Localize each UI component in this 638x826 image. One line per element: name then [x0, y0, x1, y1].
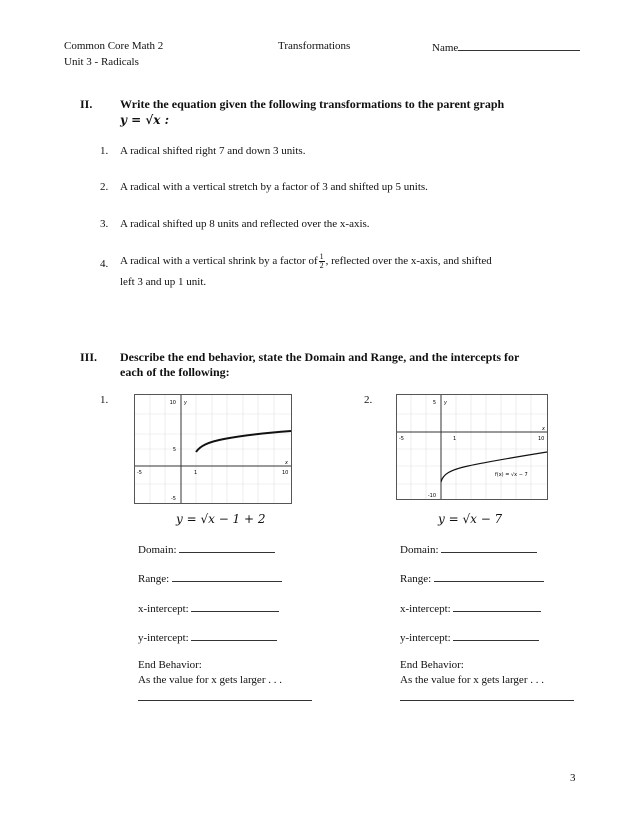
problem-1-equation: y = √x − 1 + 2: [176, 512, 266, 526]
name-blank: [458, 40, 580, 51]
x-intercept-field: [400, 601, 541, 615]
question-text: A radical with a vertical stretch by a factor of 3 and shifted up 5 units.: [120, 181, 428, 193]
question-number: 3.: [100, 218, 109, 230]
question-4-text-line2: left 3 and up 1 unit.: [120, 276, 207, 288]
range-label: Range:: [400, 573, 432, 585]
graph-2-y-label: y: [444, 400, 447, 406]
domain-field: [138, 542, 275, 556]
unit-title: Unit 3 - Radicals: [64, 56, 139, 68]
y-intercept-label: y-intercept:: [400, 632, 451, 644]
question-number: 4.: [100, 258, 109, 270]
question-2-1: [100, 145, 108, 157]
problem-2-number: 2.: [364, 394, 373, 406]
range-field: [400, 571, 544, 585]
end-behavior-prompt: As the value for x gets larger . . .: [400, 674, 544, 686]
range-blank: [172, 571, 282, 582]
topic-title: Transformations: [278, 40, 351, 52]
problem-1-number: 1.: [100, 394, 109, 406]
y-intercept-field: [138, 630, 277, 644]
fraction-numerator: 1: [319, 252, 324, 261]
section-2-title: Write the equation given the following transformations to the parent graph: [120, 97, 505, 111]
question-number: 2.: [100, 181, 109, 193]
graph-1-tick-label: 1: [194, 470, 198, 476]
graph-2-curve-label: f(x) = √x − 7: [495, 472, 528, 478]
end-behavior-prompt: As the value for x gets larger . . .: [138, 674, 282, 686]
graph-1-tick-label: 10: [169, 400, 176, 406]
question-number: 1.: [100, 145, 109, 157]
graph-1: [134, 394, 292, 504]
range-label: Range:: [138, 573, 170, 585]
name-label: Name: [432, 42, 459, 54]
section-3-title-line2: each of the following:: [120, 365, 230, 379]
graph-1-x-label: x: [285, 460, 288, 466]
domain-blank: [179, 542, 275, 553]
one-half-fraction: [319, 253, 325, 270]
graph-2-tick-label: -5: [399, 436, 404, 442]
y-intercept-blank: [453, 630, 539, 641]
range-field: [138, 571, 282, 585]
graph-1-tick-label: 5: [172, 447, 176, 453]
end-behavior-blank: [400, 700, 574, 701]
section-3-numeral: III.: [80, 350, 98, 364]
page-number: 3: [570, 772, 576, 784]
domain-label: Domain:: [400, 544, 439, 556]
end-behavior-blank: [138, 700, 312, 701]
section-2-parent-equation: y = √x :: [120, 113, 170, 127]
end-behavior-label: End Behavior:: [138, 659, 202, 671]
y-intercept-field: [400, 630, 539, 644]
graph-2-tick-label: -10: [427, 493, 436, 499]
graph-2-tick-label: 5: [432, 400, 436, 406]
graph-1-tick-label: -5: [137, 470, 142, 476]
fraction-denominator: 2: [319, 261, 324, 270]
course-title: Common Core Math 2: [64, 40, 164, 52]
question-text: A radical shifted right 7 and down 3 units.: [120, 145, 306, 157]
domain-field: [400, 542, 537, 556]
question-text: A radical shifted up 8 units and reflected over the x-axis.: [120, 218, 370, 230]
graph-1-tick-label: 10: [282, 470, 289, 476]
question-4-text-before: A radical with a vertical shrink by a factor of: [120, 255, 318, 268]
graph-1-y-label: y: [184, 400, 187, 406]
graph-2-tick-label: 1: [453, 436, 457, 442]
section-2-numeral: II.: [80, 97, 93, 111]
y-intercept-blank: [191, 630, 277, 641]
domain-blank: [441, 542, 537, 553]
graph-2-x-label: x: [542, 426, 545, 432]
graph-1-tick-label: -5: [171, 496, 176, 502]
name-field: [432, 40, 580, 54]
x-intercept-field: [138, 601, 279, 615]
problem-2-equation: y = √x − 7: [438, 512, 503, 526]
x-intercept-blank: [453, 601, 541, 612]
y-intercept-label: y-intercept:: [138, 632, 189, 644]
section-3-title-line1: Describe the end behavior, state the Domain and Range, and the intercepts for: [120, 350, 520, 364]
x-intercept-blank: [191, 601, 279, 612]
domain-label: Domain:: [138, 544, 177, 556]
range-blank: [434, 571, 544, 582]
graph-2: [396, 394, 548, 500]
question-text: [120, 253, 492, 270]
graph-2-tick-label: 10: [538, 436, 545, 442]
question-4-text-after: , reflected over the x-axis, and shifted: [325, 255, 492, 268]
x-intercept-label: x-intercept:: [138, 603, 189, 615]
x-intercept-label: x-intercept:: [400, 603, 451, 615]
end-behavior-label: End Behavior:: [400, 659, 464, 671]
